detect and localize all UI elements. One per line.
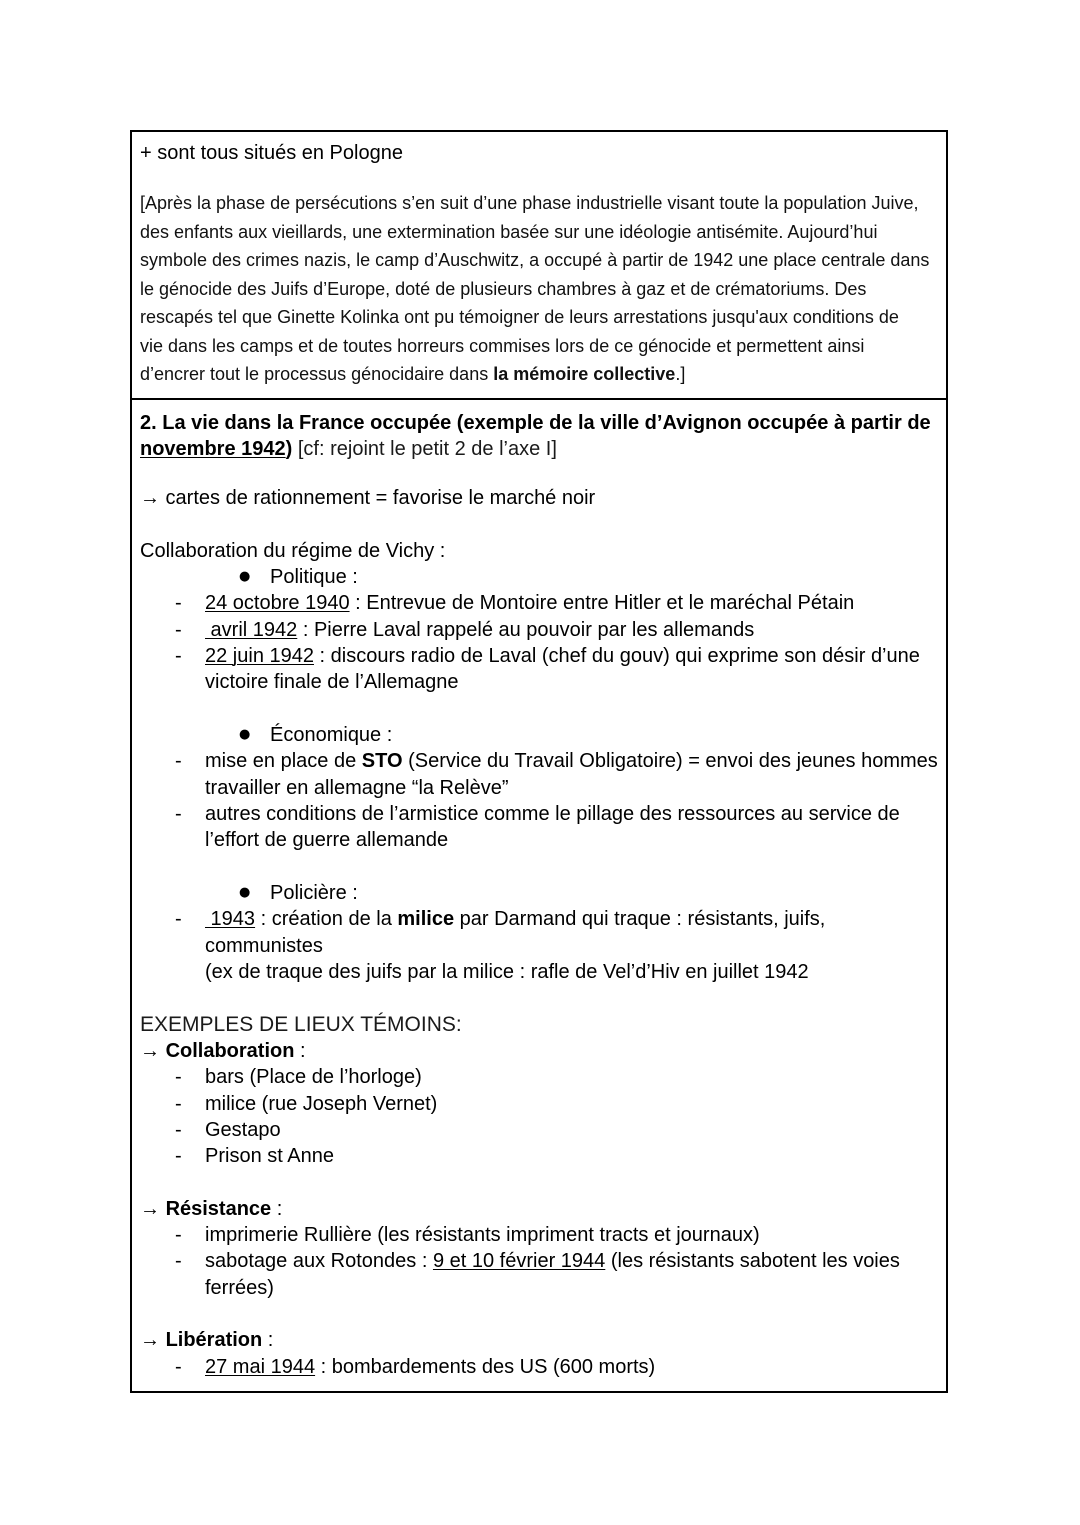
list-item [140,643,946,669]
dash-marker: - [175,1092,182,1115]
paragraph-end: .] [675,364,686,384]
item-text: (Service du Travail Obligatoire) = envoi des jeunes hommes [402,750,938,773]
bullet-label: Économique : [270,723,393,746]
subheading-colon: : [294,1039,306,1062]
item-text: Gestapo [205,1118,281,1141]
item-text: : Entrevue de Montoire entre Hitler et le maréchal Pétain [349,592,855,615]
dash-marker: - [175,908,182,931]
item-text: : bombardements des US (600 morts) [315,1355,656,1378]
list-item [140,748,946,774]
paragraph-text: d’encrer tout le processus génocidaire dans [140,364,494,384]
notes-table [130,130,948,1393]
paragraph-line: des enfants aux vieillards, une extermination basée sur une idéologie antisémite. Aujourd’hui [140,221,878,242]
dash-marker: - [175,1224,182,1247]
dash-marker: - [175,592,182,615]
bullet-item-economique [140,722,946,748]
table-cell-top [132,132,946,400]
item-date: 22 juin 1942 [205,644,314,667]
item-date: 24 octobre 1940 [205,592,350,615]
list-item [140,801,946,827]
heading-date: novembre 1942 [140,438,286,461]
dash-marker: - [175,618,182,641]
list-item-continuation: victoire finale de l’Allemagne [205,671,459,694]
paragraph-line: le génocide des Juifs d’Europe, doté de plusieurs chambres à gaz et de crématoriums. Des [140,278,867,299]
item-text: bars (Place de l’horloge) [205,1066,422,1089]
item-text: (les résistants sabotent les voies [605,1250,900,1273]
list-item-continuation: travailler en allemagne “la Relève” [205,776,509,799]
arrow-icon: → [140,1039,166,1062]
subheading-liberation [140,1327,946,1353]
subheading-resistance [140,1196,946,1222]
bullet-item-policiere [140,880,946,906]
heading-close-paren: ) [285,438,293,461]
arrow-icon: → [140,1197,166,1220]
subheading-collaboration [140,1038,946,1064]
list-item [140,1222,946,1248]
dash-marker: - [175,1250,182,1273]
dash-marker: - [175,802,182,825]
summary-paragraph [140,189,946,389]
blank-line [140,854,946,880]
blank-line [140,1169,946,1195]
list-item [140,1064,946,1090]
bullet-marker: ● [239,726,251,742]
item-text: milice (rue Joseph Vernet) [205,1092,438,1115]
item-text: sabotage aux Rotondes : [205,1250,433,1273]
subheading-label: Libération [165,1329,263,1352]
list-item [140,906,946,932]
table-cell-main [132,400,946,1391]
sto-bold: STO [361,750,403,773]
intro-line: + sont tous situés en Pologne [140,142,403,164]
item-text: autres conditions de l’armistice comme le pillage des ressources au service de [205,802,900,825]
memoire-collective-bold: la mémoire collective [493,364,676,384]
list-item-continuation: ferrées) [205,1276,274,1299]
subheading-colon: : [271,1197,283,1220]
blank-line [140,985,946,1011]
bullet-item-politique [140,564,946,590]
list-item [140,1117,946,1143]
dash-marker: - [175,1355,182,1378]
subheading-colon: : [262,1329,274,1352]
list-item [140,1248,946,1274]
collaboration-title: Collaboration du régime de Vichy : [140,539,446,562]
item-text: : discours radio de Laval (chef du gouv) qui exprime son désir d’une [313,644,920,667]
paragraph-line: vie dans les camps et de toutes horreurs commises lors de ce génocide et permettent ainsi [140,335,865,356]
dash-marker: - [175,750,182,773]
item-text: Prison st Anne [205,1145,334,1168]
blank-line [140,1301,946,1327]
list-item [140,590,946,616]
bullet-label: Policière : [270,881,358,904]
dash-marker: - [175,1066,182,1089]
bullet-marker: ● [239,568,251,584]
paragraph-line: [Après la phase de persécutions s’en suit d’une phase industrielle visant toute la population Juive, [140,193,919,213]
blank-line [140,511,946,537]
cross-reference-note: [cf: rejoint le petit 2 de l’axe I] [292,438,557,461]
heading-line [140,436,946,462]
item-text: mise en place de [205,750,362,773]
item-date: 27 mai 1944 [205,1355,316,1378]
subheading-label: Collaboration [165,1039,295,1062]
list-item [140,1354,946,1380]
rationing-line: → cartes de rationnement = favorise le marché noir [140,486,596,509]
list-item [140,617,946,643]
item-text: : création de la [255,908,398,931]
milice-bold: milice [397,908,455,931]
paragraph-line: symbole des crimes nazis, le camp d’Auschwitz, a occupé à partir de 1942 une place centrale dans [140,250,930,270]
item-date: 9 et 10 février 1944 [432,1250,606,1273]
item-date: 1943 [205,908,256,931]
paragraph-line [140,360,946,389]
list-item-continuation: communistes [205,934,323,957]
item-text: par Darmand qui traque : résistants, juifs, [454,908,826,931]
item-text: : Pierre Laval rappelé au pouvoir par les allemands [297,618,755,641]
paragraph-line: rescapés tel que Ginette Kolinka ont pu témoigner de leurs arrestations jusqu'aux conditions de [140,307,899,327]
subheading-label: Résistance [165,1197,272,1220]
list-item-continuation: (ex de traque des juifs par la milice : rafle de Vel’d’Hiv en juillet 1942 [205,960,809,983]
list-item-continuation: l’effort de guerre allemande [205,829,449,852]
list-item [140,1091,946,1117]
bullet-label: Politique : [270,565,358,588]
blank-line [140,696,946,722]
heading-line: 2. La vie dans la France occupée (exemple de la ville d’Avignon occupée à partir de [140,412,931,434]
dash-marker: - [175,644,182,667]
section-heading [140,410,946,463]
arrow-icon: → [140,1329,166,1352]
dash-marker: - [175,1145,182,1168]
item-date: avril 1942 [205,618,298,641]
item-text: imprimerie Rullière (les résistants impriment tracts et journaux) [205,1224,760,1247]
lieux-temoins-title: EXEMPLES DE LIEUX TÉMOINS: [140,1012,462,1036]
list-item [140,1143,946,1169]
bullet-marker: ● [239,884,251,900]
dash-marker: - [175,1118,182,1141]
